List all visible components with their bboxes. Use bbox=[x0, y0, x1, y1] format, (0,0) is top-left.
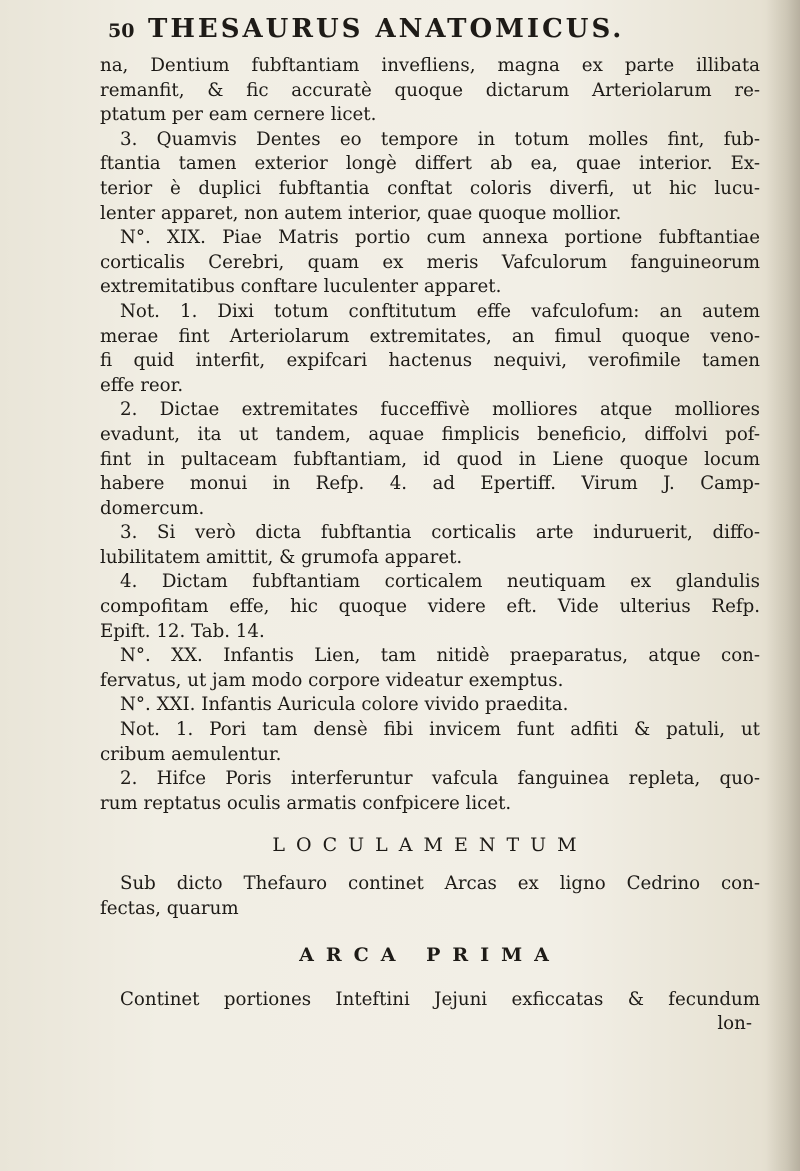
text-line: fi quid interfit, expifcari hactenus nequivi, verofimile tamen bbox=[100, 350, 760, 372]
section-heading-arca-prima: ARCA PRIMA bbox=[299, 943, 561, 966]
text-line: merae fint Arteriolarum extremitates, an fimul quoque veno- bbox=[100, 325, 760, 347]
text-line: fervatus, ut jam modo corpore videatur exemptus. bbox=[100, 669, 564, 691]
text-line: domercum. bbox=[100, 497, 205, 519]
text-line: Not. 1. Dixi totum conftitutum effe vafculofum: an autem bbox=[120, 300, 760, 322]
page-number: 50 bbox=[108, 20, 135, 42]
text-line: Epift. 12. Tab. 14. bbox=[100, 620, 265, 642]
text-line: ftantia tamen exterior longè differt ab ea, quae interior. Ex- bbox=[100, 153, 760, 175]
text-line: remanfit, & fic accuratè quoque dictarum Arteriolarum re- bbox=[100, 79, 760, 101]
section-heading-loculamentum: LOCULAMENTUM bbox=[272, 834, 588, 857]
page-edge-shadow bbox=[766, 0, 800, 1171]
text-line: na, Dentium fubftantiam invefliens, magna ex parte illibata bbox=[100, 55, 760, 76]
text-line: Continet portiones Inteftini Jejuni exficcatas & fecundum bbox=[120, 988, 760, 1010]
running-head: THESAURUS ANATOMICUS. bbox=[148, 14, 625, 44]
text-line: 2. Hifce Poris interferuntur vafcula fanguinea repleta, quo- bbox=[120, 768, 760, 790]
text-line: extremitatibus conftare luculenter apparet. bbox=[100, 276, 502, 298]
text-line: evadunt, ita ut tandem, aquae fimplicis beneficio, diffolvi pof- bbox=[100, 423, 760, 445]
page-text bbox=[100, 14, 760, 1037]
text-line: fint in pultaceam fubftantiam, id quod in Liene quoque locum bbox=[100, 448, 760, 470]
text-line: rum reptatus oculis armatis confpicere licet. bbox=[100, 792, 512, 814]
text-line: lenter apparet, non autem interior, quae quoque mollior. bbox=[100, 202, 622, 224]
text-line: N°. XIX. Piae Matris portio cum annexa portione fubftantiae bbox=[120, 227, 760, 249]
text-line: Not. 1. Pori tam densè fibi invicem funt adfiti & patuli, ut bbox=[120, 719, 760, 741]
text-line: 3. Si verò dicta fubftantia corticalis arte induruerit, diffo- bbox=[120, 522, 760, 544]
text-line: effe reor. bbox=[100, 374, 184, 396]
catchword: lon- bbox=[717, 1013, 752, 1035]
text-line: 4. Dictam fubftantiam corticalem neutiquam ex glandulis bbox=[120, 571, 760, 593]
page-header bbox=[108, 14, 760, 54]
text-line: 2. Dictae extremitates fucceffivè molliores atque molliores bbox=[120, 399, 760, 421]
text-line: 3. Quamvis Dentes eo tempore in totum molles fint, fub- bbox=[120, 128, 760, 150]
text-line: N°. XX. Infantis Lien, tam nitidè praeparatus, atque con- bbox=[120, 645, 760, 667]
text-line: N°. XXI. Infantis Auricula colore vivido praedita. bbox=[120, 694, 569, 716]
text-line: cribum aemulentur. bbox=[100, 743, 282, 765]
text-line: corticalis Cerebri, quam ex meris Vafculorum fanguineorum bbox=[100, 251, 760, 273]
text-line: compofitam effe, hic quoque videre eft. Vide ulterius Refp. bbox=[100, 596, 760, 618]
text-line: ptatum per eam cernere licet. bbox=[100, 104, 377, 126]
text-line: lubilitatem amittit, & grumofa apparet. bbox=[100, 546, 463, 568]
text-line: Sub dicto Thefauro continet Arcas ex ligno Cedrino con- bbox=[120, 873, 760, 895]
text-line: terior è duplici fubftantia conftat coloris diverfi, ut hic lucu- bbox=[100, 177, 760, 199]
text-line: habere monui in Refp. 4. ad Epertiff. Virum J. Camp- bbox=[100, 473, 760, 495]
text-line: fectas, quarum bbox=[100, 898, 239, 919]
